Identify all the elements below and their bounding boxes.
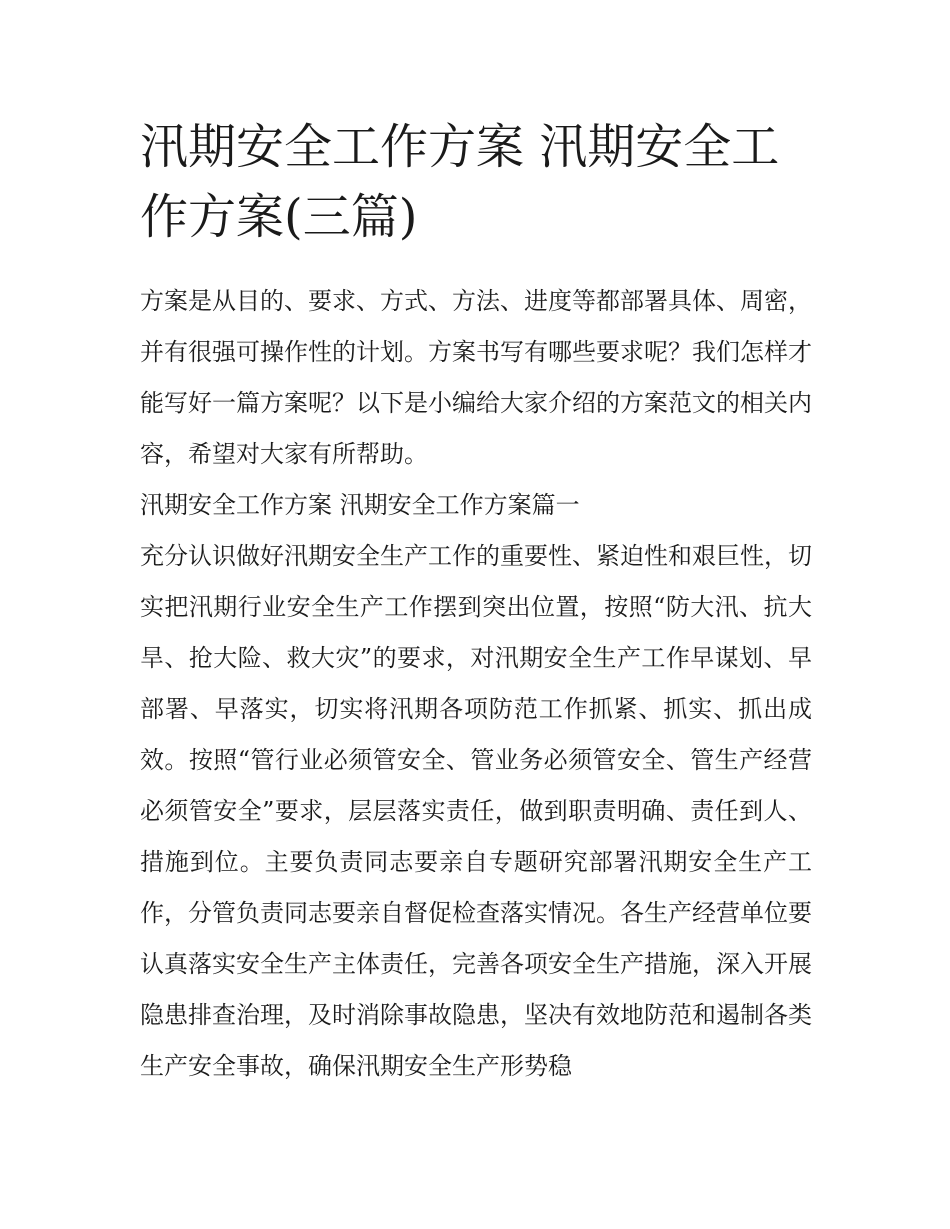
intro-paragraph: 方案是从目的、要求、方式、方法、进度等都部署具体、周密，并有很强可操作性的计划。方案书写有哪些要求呢？我们怎样才能写好一篇方案呢？以下是小编给大家介绍的方案范文的相关内容，希望对大家有所帮助。 xyxy=(140,287,812,468)
document-title: 汛期安全工作方案 汛期安全工作方案(三篇) xyxy=(140,119,780,245)
body-paragraph: 充分认识做好汛期安全生产工作的重要性、紧迫性和艰巨性，切实把汛期行业安全生产工作摆到突出位置，按照“防大汛、抗大旱、抢大险、救大灾”的要求，对汛期安全生产工作早谋划、早部署、早落实，切实将汛期各项防范工作抓紧、抓实、抓出成效。按照“管行业必须管安全、管业务必须管安全、管生产经营必须管安全”要求，层层落实责任，做到职责明确、责任到人、措施到位。主要负责同志要亲自专题研究部署汛期安全生产工作，分管负责同志要亲自督促检查落实情况。各生产经营单位要认真落实安全生产主体责任，完善各项安全生产措施，深入开展隐患排查治理，及时消除事故隐患，坚决有效地防范和遏制各类生产安全事故，确保汛期安全生产形势稳 xyxy=(140,542,812,1080)
section-heading: 汛期安全工作方案 汛期安全工作方案篇一 xyxy=(140,491,580,519)
document-page xyxy=(140,112,812,1092)
